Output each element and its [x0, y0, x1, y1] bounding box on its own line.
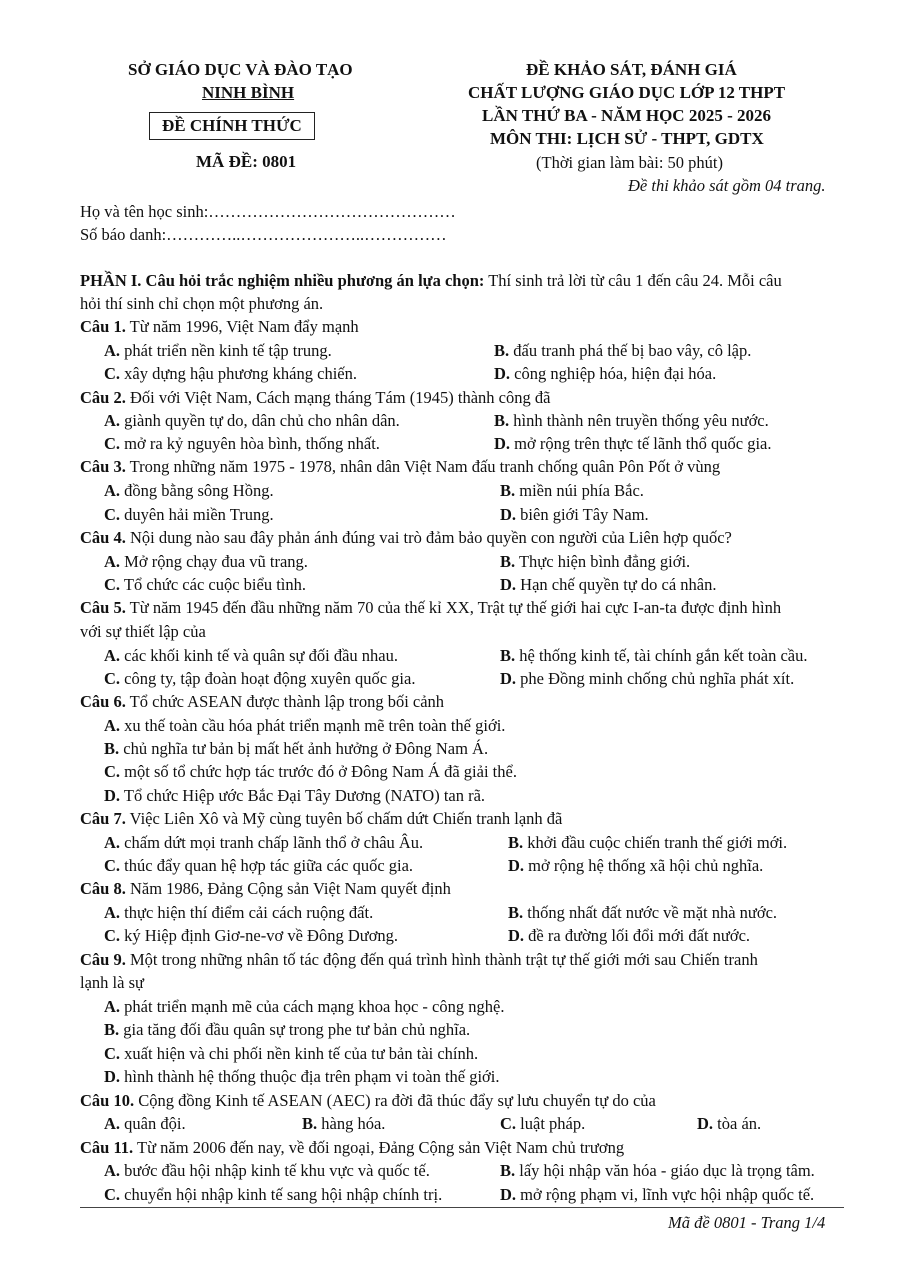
q7-option-d[interactable]: D. mở rộng hệ thống xã hội chủ nghĩa. [508, 856, 764, 875]
footer-divider [80, 1207, 844, 1208]
q3-option-c[interactable]: C. duyên hải miền Trung. [104, 505, 274, 524]
q11-option-b[interactable]: B. lấy hội nhập văn hóa - giáo dục là trọng tâm. [500, 1161, 815, 1180]
q3-option-b[interactable]: B. miền núi phía Bắc. [500, 481, 644, 500]
q2-option-c[interactable]: C. mở ra kỷ nguyên hòa bình, thống nhất. [104, 434, 380, 453]
question-9: Câu 9. Một trong những nhân tố tác động đến quá trình hình thành trật tự thế giới mới sau Chiến tranh [80, 950, 758, 969]
q6-option-c[interactable]: C. một số tổ chức hợp tác trước đó ở Đông Nam Á đã giải thể. [104, 762, 517, 781]
q7-option-b[interactable]: B. khởi đầu cuộc chiến tranh thế giới mới. [508, 833, 788, 852]
question-label: Câu 1. [80, 317, 126, 336]
part1-instruction: Thí sinh trả lời từ câu 1 đến câu 24. Mỗi câu [484, 271, 782, 290]
q11-option-a[interactable]: A. bước đầu hội nhập kinh tế khu vực và quốc tế. [104, 1161, 430, 1180]
province-name: NINH BÌNH [202, 83, 295, 102]
question-7: Câu 7. Việc Liên Xô và Mỹ cùng tuyên bố chấm dứt Chiến tranh lạnh đã [80, 809, 563, 828]
official-stamp: ĐỀ CHÍNH THỨC [149, 112, 315, 140]
q2-option-a[interactable]: A. giành quyền tự do, dân chủ cho nhân dân. [104, 411, 400, 430]
question-9-cont: lạnh là sự [80, 973, 144, 992]
q7-option-a[interactable]: A. chấm dứt mọi tranh chấp lãnh thổ ở châu Âu. [104, 833, 424, 852]
exam-round: LẦN THỨ BA - NĂM HỌC 2025 - 2026 [482, 106, 771, 125]
q3-option-d[interactable]: D. biên giới Tây Nam. [500, 505, 649, 524]
q8-option-b[interactable]: B. thống nhất đất nước về mặt nhà nước. [508, 903, 778, 922]
question-10: Câu 10. Cộng đồng Kinh tế ASEAN (AEC) ra đời đã thúc đẩy sự lưu chuyển tự do của [80, 1091, 656, 1110]
q10-option-a[interactable]: A. quân đội. [104, 1114, 186, 1133]
q1-option-c[interactable]: C. xây dựng hậu phương kháng chiến. [104, 364, 357, 383]
student-name-field[interactable]: Họ và tên học sinh:……………………………………… [80, 202, 456, 221]
exam-subject: MÔN THI: LỊCH SỬ - THPT, GDTX [490, 129, 764, 148]
question-11: Câu 11. Từ năm 2006 đến nay, về đối ngoại, Đảng Cộng sản Việt Nam chủ trương [80, 1138, 625, 1157]
q9-option-a[interactable]: A. phát triển mạnh mẽ của cách mạng khoa học - công nghệ. [104, 997, 505, 1016]
department-name: SỞ GIÁO DỤC VÀ ĐÀO TẠO [128, 60, 353, 79]
exam-code: MÃ ĐỀ: 0801 [196, 152, 297, 171]
q8-option-c[interactable]: C. ký Hiệp định Giơ-ne-vơ về Đông Dương. [104, 926, 399, 945]
q9-option-b[interactable]: B. gia tăng đối đầu quân sự trong phe tư bản chủ nghĩa. [104, 1020, 471, 1039]
q9-option-c[interactable]: C. xuất hiện và chi phối nền kinh tế của tư bản tài chính. [104, 1044, 479, 1063]
q6-option-a[interactable]: A. xu thế toàn cầu hóa phát triển mạnh mẽ trên toàn thế giới. [104, 716, 506, 735]
q4-option-d[interactable]: D. Hạn chế quyền tự do cá nhân. [500, 575, 717, 594]
q11-option-d[interactable]: D. mở rộng phạm vi, lĩnh vực hội nhập quốc tế. [500, 1185, 815, 1204]
part1-title: PHẦN I. Câu hỏi trắc nghiệm nhiều phương án lựa chọn: [80, 271, 485, 290]
q4-option-c[interactable]: C. Tổ chức các cuộc biểu tình. [104, 575, 306, 594]
question-1 [80, 315, 359, 338]
q11-option-c[interactable]: C. chuyển hội nhập kinh tế sang hội nhập chính trị. [104, 1185, 443, 1204]
q2-option-b[interactable]: B. hình thành nên truyền thống yêu nước. [494, 411, 769, 430]
q6-option-b[interactable]: B. chủ nghĩa tư bản bị mất hết ảnh hưởng ở Đông Nam Á. [104, 739, 489, 758]
q5-option-c[interactable]: C. công ty, tập đoàn hoạt động xuyên quốc gia. [104, 669, 416, 688]
q4-option-b[interactable]: B. Thực hiện bình đẳng giới. [500, 552, 691, 571]
q2-option-d[interactable]: D. mở rộng trên thực tế lãnh thổ quốc gia. [494, 434, 772, 453]
page-footer: Mã đề 0801 - Trang 1/4 [668, 1213, 826, 1232]
question-text: Từ năm 1996, Việt Nam đẩy mạnh [125, 317, 359, 336]
part1-instruction-cont: hỏi thí sinh chỉ chọn một phương án. [80, 294, 324, 313]
question-5: Câu 5. Từ năm 1945 đến đầu những năm 70 của thế kỉ XX, Trật tự thế giới hai cực I-an-ta được định hình [80, 598, 782, 617]
exam-subtitle: CHẤT LƯỢNG GIÁO DỤC LỚP 12 THPT [468, 83, 786, 102]
question-3: Câu 3. Trong những năm 1975 - 1978, nhân dân Việt Nam đấu tranh chống quân Pôn Pốt ở vùng [80, 457, 721, 476]
question-8: Câu 8. Năm 1986, Đảng Cộng sản Việt Nam quyết định [80, 879, 451, 898]
q10-option-d[interactable]: D. tòa án. [697, 1114, 762, 1133]
part1-heading [80, 269, 782, 292]
exam-title: ĐỀ KHẢO SÁT, ĐÁNH GIÁ [526, 60, 737, 79]
q10-option-c[interactable]: C. luật pháp. [500, 1114, 586, 1133]
q1-option-d[interactable]: D. công nghiệp hóa, hiện đại hóa. [494, 364, 717, 383]
q6-option-d[interactable]: D. Tổ chức Hiệp ước Bắc Đại Tây Dương (NATO) tan rã. [104, 786, 486, 805]
exam-duration: (Thời gian làm bài: 50 phút) [536, 153, 723, 172]
question-5-cont: với sự thiết lập của [80, 622, 206, 641]
q10-option-b[interactable]: B. hàng hóa. [302, 1114, 386, 1133]
question-4: Câu 4. Nội dung nào sau đây phản ánh đúng vai trò đảm bảo quyền con người của Liên hợp quốc? [80, 528, 732, 547]
pages-note: Đề thi khảo sát gồm 04 trang. [628, 176, 826, 195]
question-6: Câu 6. Tổ chức ASEAN được thành lập trong bối cảnh [80, 692, 445, 711]
question-2: Câu 2. Đối với Việt Nam, Cách mạng tháng Tám (1945) thành công đã [80, 388, 551, 407]
q5-option-b[interactable]: B. hệ thống kinh tế, tài chính gắn kết toàn cầu. [500, 646, 808, 665]
q1-option-a[interactable]: A. phát triển nền kinh tế tập trung. [104, 341, 332, 360]
q8-option-d[interactable]: D. đề ra đường lối đổi mới đất nước. [508, 926, 751, 945]
q7-option-c[interactable]: C. thúc đẩy quan hệ hợp tác giữa các quốc gia. [104, 856, 414, 875]
student-id-field[interactable]: Số báo danh:…………..…………………..…………… [80, 225, 447, 244]
q5-option-d[interactable]: D. phe Đồng minh chống chủ nghĩa phát xít. [500, 669, 795, 688]
q1-option-b[interactable]: B. đấu tranh phá thế bị bao vây, cô lập. [494, 341, 752, 360]
q4-option-a[interactable]: A. Mở rộng chạy đua vũ trang. [104, 552, 308, 571]
q3-option-a[interactable]: A. đồng bằng sông Hồng. [104, 481, 274, 500]
q9-option-d[interactable]: D. hình thành hệ thống thuộc địa trên phạm vi toàn thế giới. [104, 1067, 500, 1086]
q8-option-a[interactable]: A. thực hiện thí điểm cải cách ruộng đất. [104, 903, 374, 922]
q5-option-a[interactable]: A. các khối kinh tế và quân sự đối đầu nhau. [104, 646, 398, 665]
